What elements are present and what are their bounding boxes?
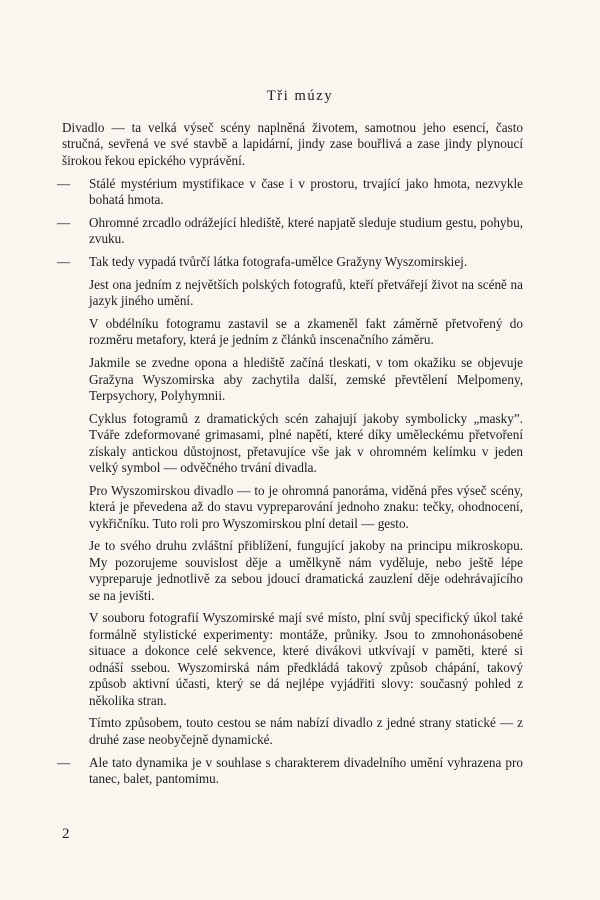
paragraph-dash-dynamics: — Ale tato dynamika je v souhlase s charakterem divadelního umění vyhrazena pro tanec, balet, pantomimu. bbox=[62, 755, 523, 788]
page-number: 2 bbox=[62, 826, 70, 842]
paragraph-microscope: Je to svého druhu zvláštní přiblížení, fungující jakoby na principu mikroskopu. My pozorujeme souvislost děje a umělkyně nám vyděluje, nebo ještě lépe vypreparuje jednotlivě za sebou jdoucí dramatická zauzlení děje odehrávajícího se na jevišti. bbox=[89, 538, 523, 603]
paragraph-panorama: Pro Wyszomirskou divadlo — to je ohromná panoráma, viděná přes výseč scény, která je převedena až do stavu vypreparování jednoho znaku: tečky, ohodnocení, vykřičníku. Tuto roli pro Wyszomirskou plní detail — gesto. bbox=[89, 482, 523, 531]
paragraph-static-dynamic: Tímto způsobem, touto cestou se nám nabízí divadlo z jedné strany statické — z druhé zase neobyčejně dynamické. bbox=[89, 715, 523, 747]
paragraph-curtain: Jakmile se zvedne opona a hlediště začíná tleskati, v tom okažiku se objevuje Gražyna Wyszomirska aby zachytila další, zemské převtělení Melpomeny, Terpsychory, Polyhymnii. bbox=[89, 355, 523, 404]
paragraph-photogram: V obdélníku fotogramu zastavil se a zkameněl fakt záměrně přetvořený do rozměru metafory, která je jedním z článků inscenačního záměru. bbox=[89, 316, 523, 348]
paragraph-masks: Cyklus fotogramů z dramatických scén zahajují jakoby symbolicky „masky”. Tváře zdeformované grimasami, plné napětí, které díky uměleckému přetvoření získaly antickou důstojnost, přetavujíce vše jak v ohromném kelímku v jeden velký symbol — odvěčného trvání divadla. bbox=[89, 410, 523, 476]
paragraph-experiments: V souboru fotografií Wyszomirské mají své místo, plní svůj specifický úkol také formálně stylistické experimenty: montáže, průniky. Jsou to zmnohonásobené situace a dokonce celé sekvence, které divákovi utkvívají v paměti, které si odnáší ssebou. Wyszomirská nám předkládá takový způsob chápání, takový způsob aktivní účasti, který se dá nejlépe vyjádřiti slovy: současný pohled z několika stran. bbox=[89, 610, 523, 708]
page-title: Tři múzy bbox=[266, 88, 334, 104]
paragraph-dash-mysterium: — Stálé mystérium mystifikace v čase i v prostoru, trvající jako hmota, nezvykle bohatá hmota. bbox=[62, 176, 523, 209]
body-text bbox=[62, 120, 523, 794]
paragraph-dash-creative-matter: — Tak tedy vypadá tvůrčí látka fotografa-umělce Gražyny Wyszomirskiej. bbox=[62, 254, 523, 270]
paragraph-dash-mirror: — Ohromné zrcadlo odrážející hlediště, které napjatě sleduje studium gestu, pohybu, zvuku. bbox=[62, 215, 523, 248]
paragraph-polish-photographers: Jest ona jedním z největších polských fotografů, kteří přetvářejí život na scéně na jazyk jiného umění. bbox=[89, 276, 523, 309]
paragraph-intro: Divadlo — ta velká výseč scény naplněná životem, samotnou jeho esencí, často stručná, sevřená ve své stavbě a lapidární, jindy zase bouřlivá a zase jindy plynoucí širokou řekou epického vyprávění. bbox=[62, 120, 523, 168]
